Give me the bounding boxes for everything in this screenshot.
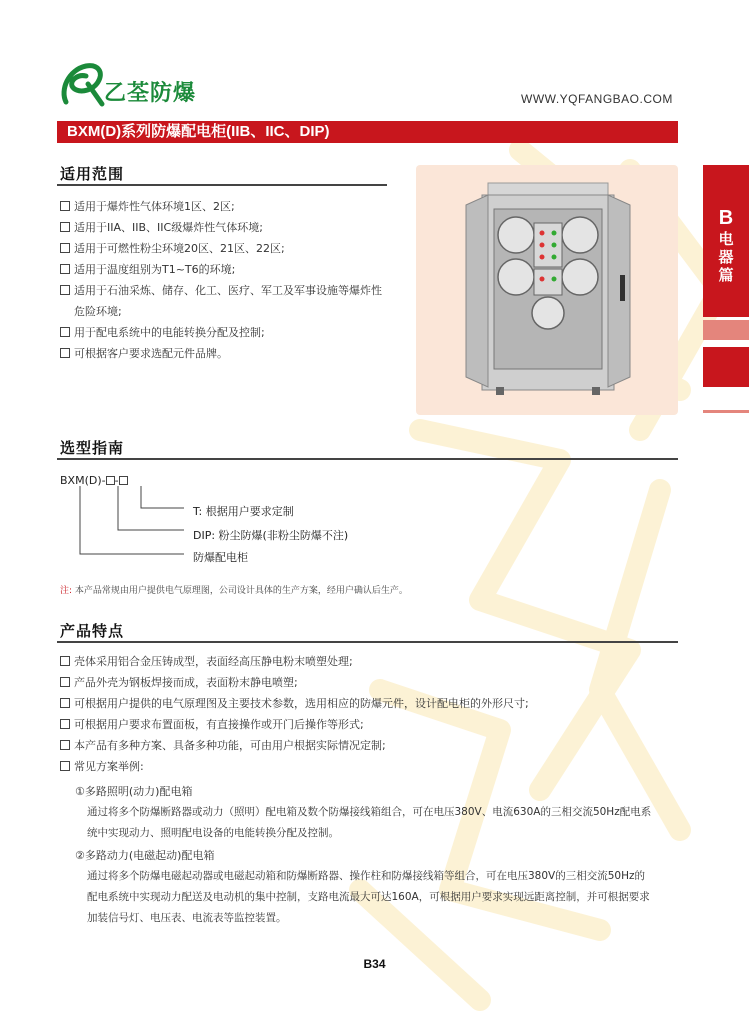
section-tab-char: 电 [718,230,734,248]
checkbox-icon [60,222,70,232]
list-item: 可根据用户要求布置面板，有直接操作或开门后操作等形式; [60,714,529,735]
section-tab-char: 篇 [718,266,734,284]
list-item: 本产品有多种方案、具备多种功能，可由用户根据实际情况定制; [60,735,529,756]
list-item-continuation: 危险环境; [74,305,122,318]
website-url[interactable]: WWW.YQFANGBAO.COM [521,92,673,106]
list-item: 适用于可燃性粉尘环境20区、21区、22区; [60,238,382,259]
model-code: BXM(D)- - [60,474,128,487]
option-t: T: 根据用户要求定制 [193,505,294,518]
selection-heading: 选型指南 [60,439,125,457]
selection-note: 注: 本产品常规由用户提供电气原理图，公司设计具体的生产方案，经用户确认后生产。 [60,586,408,596]
section-tab-red [703,347,749,387]
checkbox-icon [60,656,70,666]
list-item: 壳体采用铝合金压铸成型，表面经高压静电粉末喷塑处理; [60,651,529,672]
list-item: 产品外壳为钢板焊接而成，表面粉末静电喷塑; [60,672,529,693]
brand-logo-mark [58,60,108,110]
section-tab-line [703,410,749,413]
scope-heading: 适用范围 [60,165,125,183]
list-item: 常见方案举例: [60,756,529,777]
section-tab-char: 器 [718,248,734,266]
list-item: 可根据用户提供的电气原理图及主要技术参数，选用相应的防爆元件，设计配电柜的外形尺寸; [60,693,529,714]
page-number: B34 [363,957,386,971]
list-item: 适用于石油采炼、储存、化工、医疗、军工及军事设施等爆炸性 [60,280,382,301]
section-tab-letter: B [718,207,734,229]
list-item: 适用于IIA、IIB、IIC级爆炸性气体环境; [60,217,382,238]
distribution-cabinet-illustration [416,165,678,415]
features-divider [57,641,678,643]
checkbox-icon [60,698,70,708]
section-tab[interactable] [703,165,749,317]
checkbox-icon [60,719,70,729]
page-title: BXM(D)系列防爆配电柜(IIB、IIC、DIP) [57,121,678,143]
checkbox-icon [60,285,70,295]
scheme-1-description: 通过将多个防爆断路器或动力（照明）配电箱及数个防爆接线箱组合，可在电压380V、电流630A的三相交流50Hz配电系 统中实现动力、照明配电设备的电能转换分配及控制。 [87,806,652,839]
selection-divider [57,458,678,460]
scheme-2-description: 通过将多个防爆电磁起动器或电磁起动箱和防爆断路器、操作柱和防爆接线箱等组合，可在电压380V的三相交流50Hz的 配电系统中实现动力配送及电动机的集中控制，支路电流最大可达160A，可根据用户要求实现远距离控制，并可根据要求 加装信号灯、电压表、电流表等监控装置。 [87,870,650,924]
checkbox-icon [60,264,70,274]
checkbox-icon [60,677,70,687]
scope-divider [57,184,387,186]
list-item: 适用于爆炸性气体环境1区、2区; [60,196,382,217]
list-item: 用于配电系统中的电能转换分配及控制; [60,322,382,343]
scheme-2-title: ②多路动力(电磁起动)配电箱 [75,849,215,862]
features-list [60,651,529,777]
list-item: 适用于温度组别为T1~T6的环境; [60,259,382,280]
features-heading: 产品特点 [60,622,125,640]
brand-logo [58,60,208,110]
checkbox-icon [60,201,70,211]
brand-name: 乙荃防爆 [104,81,197,106]
option-dip: DIP: 粉尘防爆(非粉尘防爆不注) [193,529,349,542]
checkbox-icon [60,327,70,337]
checkbox-icon [60,761,70,771]
scope-list [60,196,382,364]
checkbox-icon [60,243,70,253]
product-image [416,165,678,415]
checkbox-icon [60,740,70,750]
option-cabinet: 防爆配电柜 [193,551,248,564]
model-code-diagram [60,484,200,564]
section-tab-pink [703,320,749,340]
list-item: 可根据客户要求选配元件品牌。 [60,343,382,364]
checkbox-icon [60,348,70,358]
scheme-1-title: ①多路照明(动力)配电箱 [75,785,193,798]
